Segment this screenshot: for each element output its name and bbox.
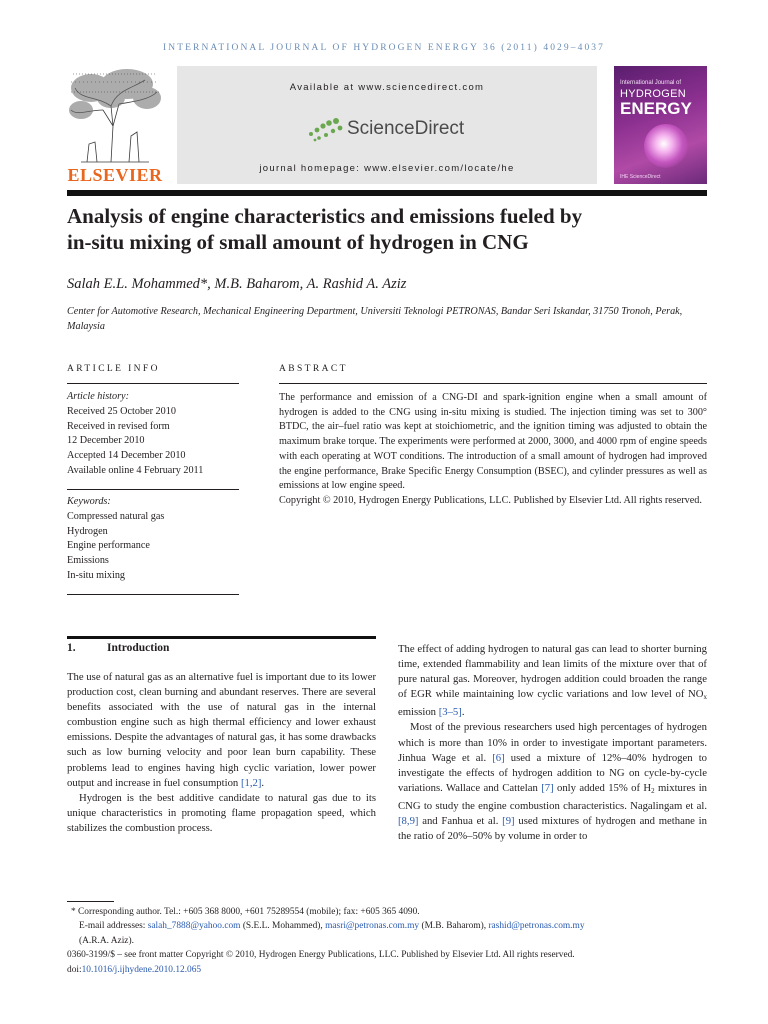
author-list: Salah E.L. Mohammed*, M.B. Baharom, A. Rashid A. Aziz — [67, 276, 407, 292]
email-link[interactable]: salah_7888@yahoo.com — [147, 921, 241, 932]
cover-title-line2: HYDROGEN — [620, 88, 686, 100]
header-divider — [67, 190, 707, 196]
citation-link[interactable]: [3–5] — [438, 706, 462, 719]
citation-link[interactable]: [9] — [502, 815, 515, 828]
sciencedirect-logo[interactable] — [307, 116, 477, 144]
citation-link[interactable]: [6] — [492, 751, 505, 764]
abstract-heading: ABSTRACT — [279, 364, 348, 374]
keyword-item: In-situ mixing — [67, 569, 126, 581]
email-addresses — [67, 919, 707, 948]
keywords-rule — [67, 594, 239, 595]
paragraph-text: The effect of adding hydrogen to natural gas can lead to shorter burning time, extended flammability and lean limits of the mixture over that of pure natural gas. Moreover, hydrogen addition could broaden the range of EGR while maintaining low cyclic variations and low level of NO — [398, 643, 707, 701]
history-item: Received in revised form — [67, 420, 170, 432]
intro-paragraph: The effect of adding hydrogen to natural gas can lead to shorter burning time, extended flammability and lean limits of the mixture over that of pure natural gas. Moreover, hydrogen addition could broaden the range of EGR while maintaining low cyclic variations and low level of $NO_x$ emission [3–5]. — [398, 643, 707, 719]
corresponding-author-note: * Corresponding author. Tel.: +605 368 8000, +601 75289554 (mobile); fax: +605 365 4090. — [71, 907, 420, 917]
citation-link[interactable]: [1,2] — [240, 776, 262, 789]
email-owner: (M.B. Baharom), — [419, 921, 489, 932]
paragraph-text: emission — [398, 706, 439, 719]
elsevier-wordmark: ELSEVIER — [67, 165, 163, 185]
history-label: Article history: — [67, 391, 129, 402]
keyword-item: Compressed natural gas — [67, 510, 165, 522]
doi-label: doi: — [67, 964, 82, 975]
citation-link[interactable]: [8,9] — [398, 815, 419, 828]
cover-title-line1: International Journal of — [620, 80, 682, 86]
footnotes — [67, 905, 707, 977]
section-rule — [67, 636, 376, 639]
doi-link[interactable]: 10.1016/j.ijhydene.2010.12.065 — [81, 964, 202, 975]
section-title: Introduction — [107, 642, 170, 654]
intro-paragraph: The use of natural gas as an alternative fuel is important due to its lower production cost, clean burning and abundant reserves. There are several benefits associated with the use of natural gas in the internal combustion engine such as high thermal efficiency and lower exhaust emissions. Despite the advantages of natural gas, it has some drawbacks such as low burning velocity and poor lean burn capability. These problems lead to engines having high cyclic variation, lower power output and increase in fuel consumption [1,2]. — [67, 671, 376, 789]
paragraph-text: and Fanhua et al. — [418, 815, 503, 828]
email-label: E-mail addresses: — [79, 921, 148, 932]
history-item: 12 December 2010 — [67, 435, 145, 447]
subscript: 2 — [651, 786, 655, 795]
article-title — [67, 203, 707, 255]
citation-link[interactable]: [7] — [541, 781, 554, 794]
paragraph-text: used mixtures of hydrogen and methane in the ratio of 20%–50% by volume in order to — [398, 815, 707, 843]
abstract-copyright: Copyright © 2010, Hydrogen Energy Publications, LLC. Published by Elsevier Ltd. All rights reserved. — [279, 494, 702, 506]
cover-footer: IHE ScienceDirect — [620, 174, 661, 180]
cover-orb-graphic — [644, 124, 688, 168]
available-at-text[interactable]: Available at www.sciencedirect.com — [289, 82, 485, 93]
intro-right-column — [398, 642, 707, 844]
paragraph-text: only added 15% of H — [553, 781, 652, 794]
paragraph-text: Most of the previous researchers used high percentages of hydrogen which is more than 10% in order to investigate important parameters. Jinhua Wage et al. — [398, 721, 707, 764]
history-item: Received 25 October 2010 — [67, 405, 176, 417]
email-link[interactable]: masri@petronas.com.my — [325, 921, 420, 932]
history-item: Accepted 14 December 2010 — [67, 450, 186, 462]
sciencedirect-panel — [177, 66, 597, 184]
subscript: x — [703, 693, 707, 702]
elsevier-logo[interactable] — [67, 66, 163, 184]
keyword-item: Emissions — [67, 555, 109, 567]
keyword-item: Engine performance — [67, 540, 150, 552]
intro-paragraph: Hydrogen is the best additive candidate to natural gas due to its unique characteristics in promoting flame propagation speed, which stabilizes the combustion process. — [67, 791, 376, 834]
sciencedirect-wordmark: ScienceDirect — [347, 118, 465, 139]
paragraph-text: mixtures in CNG to study the engine combustion characteristics. Nagalingam et al. — [398, 781, 708, 812]
journal-cover-thumbnail[interactable] — [614, 66, 707, 184]
doi-line — [67, 963, 707, 977]
elsevier-tree-icon — [67, 66, 163, 164]
footnote-rule — [67, 901, 114, 902]
issn-line: 0360-3199/$ – see front matter Copyright © 2010, Hydrogen Energy Publications, LLC. Published by Elsevier Ltd. All rights reserved. — [67, 950, 575, 961]
section-number: 1. — [67, 642, 76, 654]
email-owner: (S.E.L. Mohammed), — [240, 921, 326, 932]
masthead — [67, 66, 707, 184]
intro-paragraph — [398, 720, 707, 844]
article-history — [67, 390, 239, 479]
intro-left-column — [67, 670, 376, 836]
email-link[interactable]: rashid@petronas.com.my — [488, 921, 585, 932]
email-owner: (A.R.A. Aziz). — [79, 935, 134, 946]
article-info-rule — [67, 383, 239, 384]
paragraph-text: used a mixture of 12%–40% hydrogen to investigate the effects of hydrogen addition to NG on cycle-by-cycle variations. Wallace and Cattelan — [398, 751, 708, 794]
abstract-body — [279, 391, 707, 509]
article-title-line1: Analysis of engine characteristics and emissions fueled by — [67, 204, 583, 228]
affiliation: Center for Automotive Research, Mechanical Engineering Department, Universiti Teknologi PETRONAS, Bandar Seri Iskandar, 31750 Tronoh, Perak, Malaysia — [67, 306, 683, 332]
history-item: Available online 4 February 2011 — [67, 464, 204, 476]
paragraph-text: The use of natural gas as an alternative fuel is important due to its lower production cost, clean burning and abundant reserves. There are several benefits associated with the use of natural gas in the internal combustion engine such as high thermal efficiency and lower exhaust emissions. Despite the advantages of natural gas, it has some drawbacks such as low burning velocity and poor lean burn capability. These problems lead to engines having high cyclic variation, lower power output and increase in fuel consumption — [67, 671, 376, 789]
journal-running-header: INTERNATIONAL JOURNAL OF HYDROGEN ENERGY 36 (2011) 4029–4037 — [162, 43, 606, 53]
sciencedirect-dots-icon — [307, 116, 347, 144]
article-info-heading: ARTICLE INFO — [67, 364, 160, 374]
cover-title-line3: ENERGY — [620, 99, 692, 118]
history-rule — [67, 489, 239, 490]
abstract-text: The performance and emission of a CNG-DI and spark-ignition engine when a small amount of hydrogen is added to the CNG using in-situ mixing is studied. The injection timing was set to 300° BTDC, the air–fuel ratio was kept at stoichiometric, and the ignition timing was adjusted to obtain the maximum brake torque. The experiments were performed at 2000, 3000, and 4000 rpm of engine speeds with each operating at WOT conditions. The introduction of a small amount of hydrogen had improved the engine performance, Brake Specific Energy Consumption (BSEC), and cylinder pressures as well as emissions at low engine speed. — [279, 392, 707, 492]
journal-homepage-text[interactable]: journal homepage: www.elsevier.com/locate/he — [259, 163, 515, 174]
keyword-item: Hydrogen — [67, 525, 108, 537]
abstract-rule — [279, 383, 707, 384]
keywords-label: Keywords: — [67, 496, 111, 507]
keywords — [67, 495, 239, 584]
article-title-line2: in-situ mixing of small amount of hydrogen in CNG — [67, 230, 529, 254]
